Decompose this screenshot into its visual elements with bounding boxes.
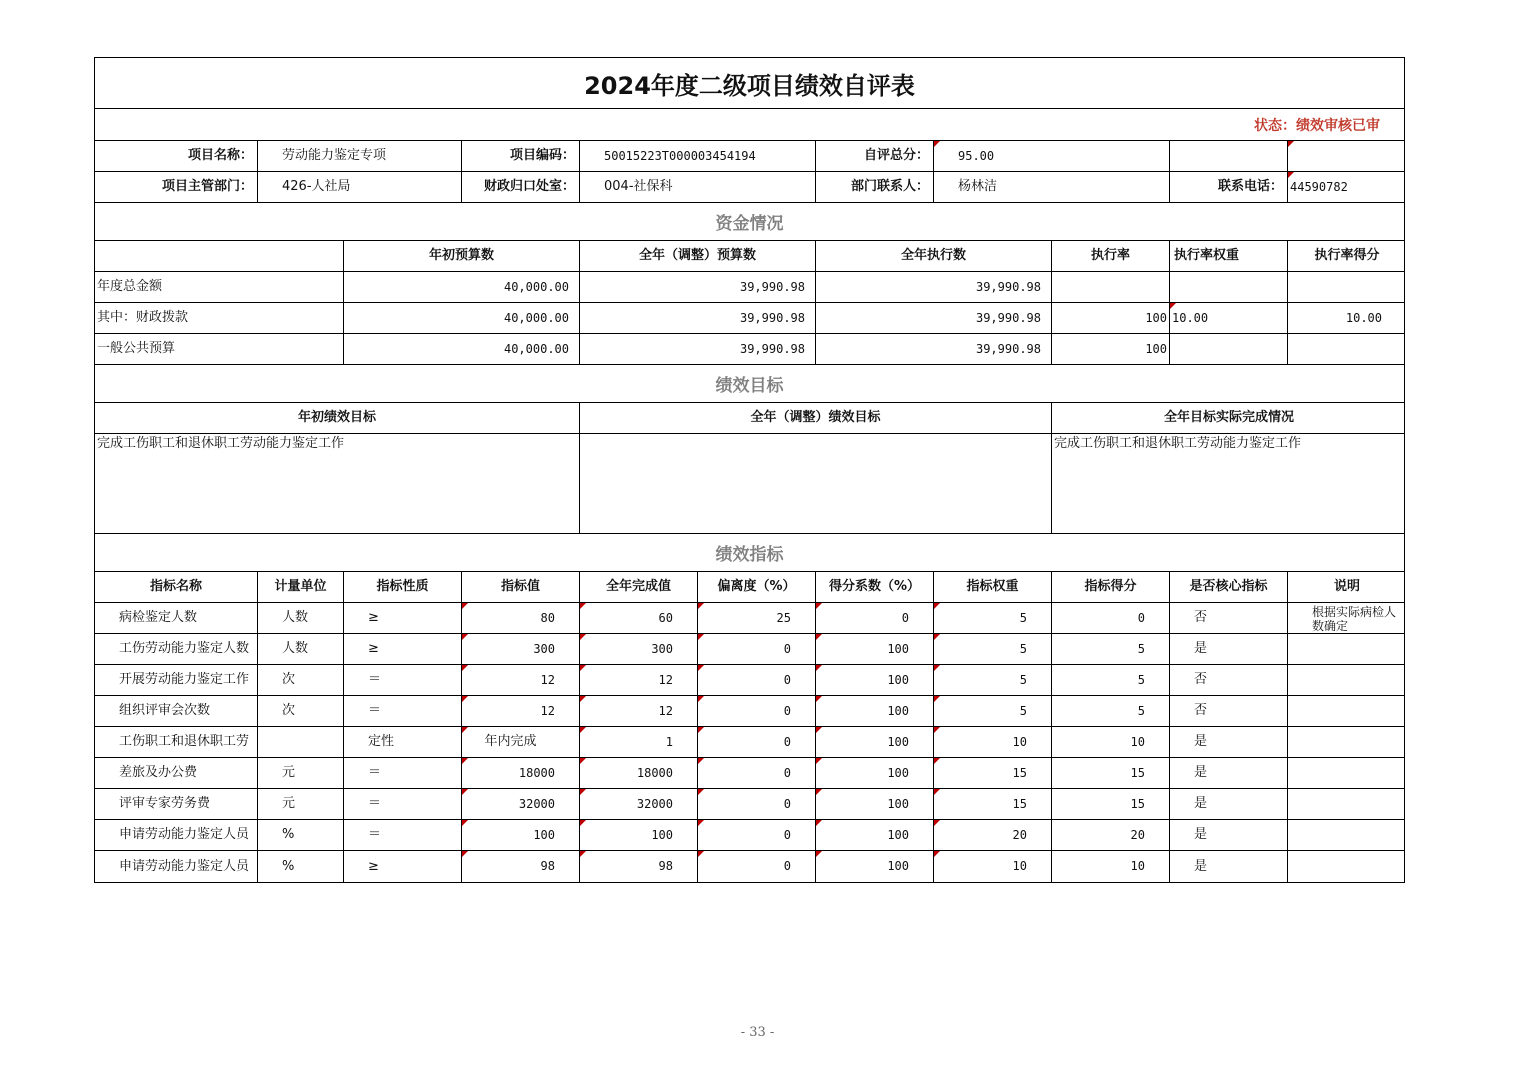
funds-cell: 39,990.98 xyxy=(580,334,816,364)
indicator-cell: ≥ xyxy=(344,634,462,664)
indicator-cell: 15 xyxy=(934,789,1052,819)
adjusted-goal-text xyxy=(580,434,1052,533)
indicator-cell: 否 xyxy=(1170,696,1288,726)
funds-header: 全年执行数 xyxy=(816,241,1052,271)
indicator-cell: 病检鉴定人数 xyxy=(95,603,258,633)
indicator-cell: 0 xyxy=(698,820,816,850)
dept-label: 项目主管部门： xyxy=(95,172,258,202)
indicator-cell: 300 xyxy=(462,634,580,664)
indicator-cell: 80 xyxy=(462,603,580,633)
indicator-cell: 100 xyxy=(816,665,934,695)
indicator-header: 得分系数（%） xyxy=(816,572,934,602)
indicator-cell: 15 xyxy=(1052,758,1170,788)
indicator-cell: 工伤职工和退休职工劳 xyxy=(95,727,258,757)
indicator-cell: 15 xyxy=(934,758,1052,788)
table-row xyxy=(95,603,1404,634)
indicator-cell: 次 xyxy=(258,696,344,726)
indicator-cell: 100 xyxy=(580,820,698,850)
project-name-value: 劳动能力鉴定专项 xyxy=(258,141,462,171)
page-number: - 33 - xyxy=(740,1025,775,1040)
empty-cell xyxy=(1170,141,1288,171)
table-row xyxy=(95,334,1404,365)
indicator-cell xyxy=(1288,665,1406,695)
indicator-cell: 12 xyxy=(580,665,698,695)
project-code-label: 项目编码： xyxy=(462,141,580,171)
indicator-cell: 开展劳动能力鉴定工作 xyxy=(95,665,258,695)
indicator-cell xyxy=(1288,789,1406,819)
funds-header: 执行率 xyxy=(1052,241,1170,271)
indicator-cell: 0 xyxy=(698,665,816,695)
indicator-cell: 10 xyxy=(1052,727,1170,757)
indicator-cell: 是 xyxy=(1170,820,1288,850)
indicator-cell: 组织评审会次数 xyxy=(95,696,258,726)
indicator-cell: 100 xyxy=(816,634,934,664)
indicator-cell: 98 xyxy=(462,851,580,882)
self-score-label: 自评总分： xyxy=(816,141,934,171)
funds-cell: 39,990.98 xyxy=(816,303,1052,333)
funds-cell: 40,000.00 xyxy=(344,303,580,333)
table-row xyxy=(95,303,1404,334)
indicator-cell: % xyxy=(258,820,344,850)
indicator-cell: 0 xyxy=(1052,603,1170,633)
indicator-cell: 300 xyxy=(580,634,698,664)
indicator-cell: 100 xyxy=(816,851,934,882)
indicator-cell: ＝ xyxy=(344,789,462,819)
indicator-cell: 人数 xyxy=(258,603,344,633)
table-row xyxy=(95,696,1404,727)
indicator-cell: 评审专家劳务费 xyxy=(95,789,258,819)
indicator-cell: 10 xyxy=(934,851,1052,882)
indicator-cell: 申请劳动能力鉴定人员 xyxy=(95,820,258,850)
indicator-cell: 定性 xyxy=(344,727,462,757)
goals-header: 全年目标实际完成情况 xyxy=(1163,410,1294,426)
indicator-cell: % xyxy=(258,851,344,882)
indicator-cell: 否 xyxy=(1170,603,1288,633)
info-row-1 xyxy=(95,141,1404,172)
funds-cell xyxy=(1170,334,1288,364)
indicator-cell: 是 xyxy=(1170,727,1288,757)
indicator-cell: 0 xyxy=(698,727,816,757)
indicator-header: 说明 xyxy=(1333,579,1360,595)
indicators-section-title: 绩效指标 xyxy=(95,534,1404,572)
indicator-cell: 5 xyxy=(1052,696,1170,726)
funds-cell: 40,000.00 xyxy=(344,272,580,302)
empty-cell xyxy=(1288,141,1406,171)
indicator-header: 指标名称 xyxy=(95,572,258,602)
indicator-cell: 5 xyxy=(934,603,1052,633)
indicator-cell: 根据实际病检人数确定 xyxy=(1312,605,1397,633)
indicator-cell: ≥ xyxy=(344,603,462,633)
page-title: 2024年度二级项目绩效自评表 xyxy=(95,58,1404,109)
indicator-cell: 15 xyxy=(1052,789,1170,819)
table-row xyxy=(95,727,1404,758)
funds-cell: 100 xyxy=(1052,334,1170,364)
indicator-cell xyxy=(1288,696,1406,726)
table-row xyxy=(95,820,1404,851)
funds-cell: 10.00 xyxy=(1345,310,1382,325)
funds-header: 年初预算数 xyxy=(344,241,580,271)
table-row xyxy=(95,665,1404,696)
finance-value: 004-社保科 xyxy=(580,172,816,202)
indicator-cell: 100 xyxy=(816,789,934,819)
indicator-cell: 20 xyxy=(1052,820,1170,850)
info-row-2 xyxy=(95,172,1404,203)
indicator-cell: 10 xyxy=(1052,851,1170,882)
indicator-cell: 12 xyxy=(580,696,698,726)
funds-cell xyxy=(1170,272,1288,302)
indicator-header: 偏离度（%） xyxy=(698,572,816,602)
indicator-cell: 100 xyxy=(462,820,580,850)
table-row xyxy=(95,634,1404,665)
contact-value: 杨林洁 xyxy=(934,172,1170,202)
indicator-cell: 0 xyxy=(698,758,816,788)
funds-header-row xyxy=(95,241,1404,272)
funds-cell: 40,000.00 xyxy=(344,334,580,364)
funds-header: 全年（调整）预算数 xyxy=(580,241,816,271)
finance-label: 财政归口处室： xyxy=(462,172,580,202)
goals-section-title: 绩效目标 xyxy=(95,365,1404,403)
indicator-cell xyxy=(1288,758,1406,788)
funds-cell: 10.00 xyxy=(1170,303,1288,333)
indicator-cell: 1 xyxy=(580,727,698,757)
indicator-cell: 5 xyxy=(934,665,1052,695)
funds-cell xyxy=(1052,272,1170,302)
table-row xyxy=(95,851,1404,882)
table-row xyxy=(95,789,1404,820)
indicator-cell: 是 xyxy=(1170,758,1288,788)
project-code-value: 50015223T000003454194 xyxy=(580,141,816,171)
indicator-header: 指标性质 xyxy=(344,572,462,602)
indicator-cell: 5 xyxy=(1052,665,1170,695)
table-row xyxy=(95,758,1404,789)
indicator-cell: ≥ xyxy=(344,851,462,882)
goals-header: 年初绩效目标 xyxy=(95,403,580,433)
indicator-cell: 0 xyxy=(698,789,816,819)
indicator-cell: 工伤劳动能力鉴定人数 xyxy=(95,634,258,664)
contact-label: 部门联系人： xyxy=(816,172,934,202)
indicator-cell: 18000 xyxy=(580,758,698,788)
indicator-cell: 10 xyxy=(934,727,1052,757)
indicator-cell: 18000 xyxy=(462,758,580,788)
indicator-cell: 12 xyxy=(462,696,580,726)
indicator-cell: ＝ xyxy=(344,758,462,788)
indicator-cell: 5 xyxy=(934,696,1052,726)
indicator-header: 是否核心指标 xyxy=(1170,572,1288,602)
indicator-cell: 20 xyxy=(934,820,1052,850)
indicator-cell: 12 xyxy=(462,665,580,695)
indicator-cell xyxy=(1288,851,1406,882)
indicator-cell: 0 xyxy=(698,634,816,664)
funds-cell: 39,990.98 xyxy=(580,272,816,302)
indicator-cell: ＝ xyxy=(344,665,462,695)
self-score-value: 95.00 xyxy=(934,141,1170,171)
funds-section-title: 资金情况 xyxy=(95,203,1404,241)
status-badge: 状态：绩效审核已审 xyxy=(95,109,1404,141)
indicator-cell: 100 xyxy=(816,727,934,757)
indicator-cell: 0 xyxy=(698,851,816,882)
indicator-cell: 是 xyxy=(1170,634,1288,664)
funds-header: 执行率权重 xyxy=(1170,241,1288,271)
indicator-header: 全年完成值 xyxy=(580,572,698,602)
phone-value: 44590782 xyxy=(1288,172,1406,202)
performance-evaluation-table xyxy=(94,57,1405,883)
indicator-cell: 5 xyxy=(1052,634,1170,664)
phone-label: 联系电话： xyxy=(1170,172,1288,202)
indicator-cell: 差旅及办公费 xyxy=(95,758,258,788)
indicator-rows xyxy=(95,603,1404,882)
indicator-cell: 次 xyxy=(258,665,344,695)
funds-cell xyxy=(1288,334,1406,364)
indicator-cell: 元 xyxy=(258,789,344,819)
goals-body-row xyxy=(95,434,1404,534)
dept-value: 426-人社局 xyxy=(258,172,462,202)
indicator-cell xyxy=(1288,727,1406,757)
indicator-cell: 32000 xyxy=(580,789,698,819)
funds-header xyxy=(95,241,344,271)
goals-header-row xyxy=(95,403,1404,434)
indicator-cell: 60 xyxy=(580,603,698,633)
indicator-cell: 是 xyxy=(1170,789,1288,819)
funds-row-label: 其中：财政拨款 xyxy=(95,303,344,333)
project-name-label: 项目名称： xyxy=(95,141,258,171)
indicator-cell: 年内完成 xyxy=(462,727,580,757)
funds-row-label: 年度总金额 xyxy=(95,272,344,302)
indicator-header: 计量单位 xyxy=(258,572,344,602)
indicator-cell: 25 xyxy=(698,603,816,633)
table-row xyxy=(95,272,1404,303)
indicator-cell: 98 xyxy=(580,851,698,882)
indicator-header: 指标权重 xyxy=(934,572,1052,602)
funds-cell xyxy=(1288,272,1406,302)
indicator-cell xyxy=(1288,634,1406,664)
funds-cell: 39,990.98 xyxy=(580,303,816,333)
indicator-header: 指标值 xyxy=(462,572,580,602)
indicator-header: 指标得分 xyxy=(1052,572,1170,602)
indicator-cell: 是 xyxy=(1170,851,1288,882)
indicator-cell: 5 xyxy=(934,634,1052,664)
actual-completion-text: 完成工伤职工和退休职工劳动能力鉴定工作 xyxy=(1054,436,1302,451)
indicator-cell: 100 xyxy=(816,820,934,850)
funds-row-label: 一般公共预算 xyxy=(95,334,344,364)
initial-goal-text: 完成工伤职工和退休职工劳动能力鉴定工作 xyxy=(95,434,580,533)
indicator-cell xyxy=(1288,820,1406,850)
indicator-cell: ＝ xyxy=(344,820,462,850)
indicator-cell: 32000 xyxy=(462,789,580,819)
indicator-cell: 人数 xyxy=(258,634,344,664)
indicator-cell: ＝ xyxy=(344,696,462,726)
indicators-header-row xyxy=(95,572,1404,603)
indicator-cell: 元 xyxy=(258,758,344,788)
funds-cell: 39,990.98 xyxy=(816,334,1052,364)
funds-cell: 39,990.98 xyxy=(816,272,1052,302)
indicator-cell xyxy=(258,727,344,757)
funds-cell: 100 xyxy=(1052,303,1170,333)
indicator-cell: 0 xyxy=(816,603,934,633)
indicator-cell: 100 xyxy=(816,696,934,726)
indicator-cell: 否 xyxy=(1170,665,1288,695)
indicator-cell: 100 xyxy=(816,758,934,788)
funds-header: 执行率得分 xyxy=(1314,248,1380,264)
indicator-cell: 申请劳动能力鉴定人员 xyxy=(95,851,258,882)
indicator-cell: 0 xyxy=(698,696,816,726)
goals-header: 全年（调整）绩效目标 xyxy=(580,403,1052,433)
